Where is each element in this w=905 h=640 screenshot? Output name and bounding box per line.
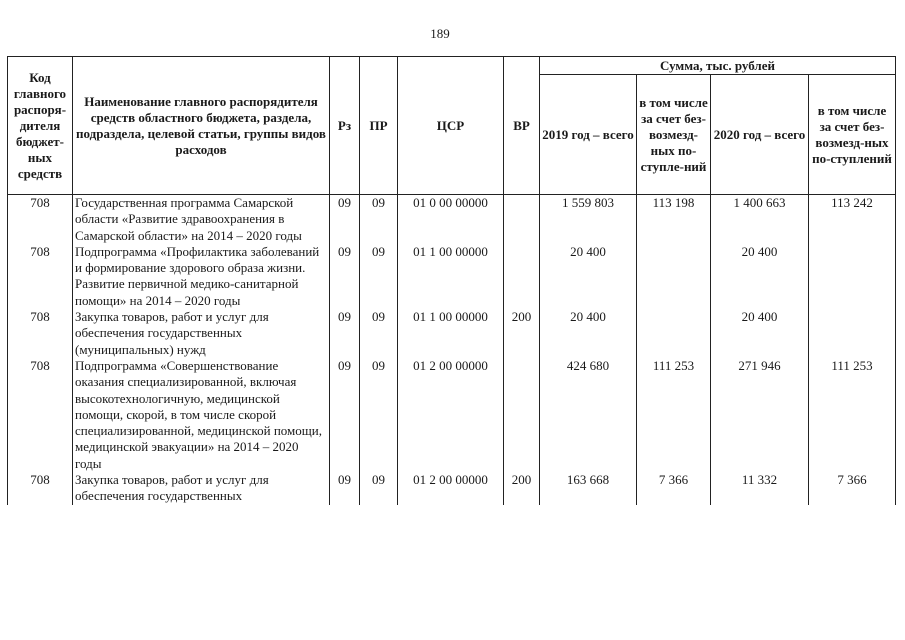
cell-2019-free [637, 244, 711, 309]
cell-name: Закупка товаров, работ и услуг для обеспечения государственных [73, 472, 330, 505]
header-csr: ЦСР [398, 57, 504, 195]
header-2019-total: 2019 год – всего [540, 75, 637, 195]
cell-pr: 09 [360, 195, 398, 244]
header-code: Код главного распоря-дителя бюджет-ных средств [8, 57, 73, 195]
cell-vr [504, 195, 540, 244]
cell-2020-total: 271 946 [711, 358, 809, 472]
cell-2019-total: 424 680 [540, 358, 637, 472]
cell-name: Подпрограмма «Профилактика заболеваний и формирование здорового образа жизни. Развитие первичной медико-санитарной помощи» на 2014 – 2020 годы [73, 244, 330, 309]
cell-2019-total: 20 400 [540, 244, 637, 309]
cell-rz: 09 [330, 195, 360, 244]
cell-vr: 200 [504, 472, 540, 505]
cell-2019-free: 7 366 [637, 472, 711, 505]
header-vr: ВР [504, 57, 540, 195]
cell-name: Закупка товаров, работ и услуг для обеспечения государственных (муниципальных) нужд [73, 309, 330, 358]
cell-code: 708 [8, 358, 73, 472]
cell-2019-free [637, 309, 711, 358]
cell-2020-total: 20 400 [711, 244, 809, 309]
table-row [8, 472, 896, 505]
cell-vr: 200 [504, 309, 540, 358]
cell-csr: 01 0 00 00000 [398, 195, 504, 244]
header-sum-group: Сумма, тыс. рублей [540, 57, 896, 75]
cell-csr: 01 2 00 00000 [398, 358, 504, 472]
cell-2019-total: 20 400 [540, 309, 637, 358]
cell-code: 708 [8, 244, 73, 309]
cell-2020-free [809, 309, 896, 358]
cell-vr [504, 358, 540, 472]
cell-2019-free: 111 253 [637, 358, 711, 472]
cell-2020-free: 113 242 [809, 195, 896, 244]
cell-code: 708 [8, 472, 73, 505]
cell-code: 708 [8, 309, 73, 358]
table-row [8, 309, 896, 358]
cell-rz: 09 [330, 358, 360, 472]
cell-pr: 09 [360, 309, 398, 358]
header-2020-free: в том числе за счет без-возмезд-ных по-ступлений [809, 75, 896, 195]
cell-2020-free [809, 244, 896, 309]
cell-2019-total: 163 668 [540, 472, 637, 505]
table-row [8, 358, 896, 472]
cell-csr: 01 2 00 00000 [398, 472, 504, 505]
cell-pr: 09 [360, 358, 398, 472]
cell-csr: 01 1 00 00000 [398, 244, 504, 309]
table-row [8, 195, 896, 244]
header-rz: Рз [330, 57, 360, 195]
cell-rz: 09 [330, 472, 360, 505]
budget-table [7, 56, 896, 505]
cell-vr [504, 244, 540, 309]
header-2020-total: 2020 год – всего [711, 75, 809, 195]
cell-rz: 09 [330, 309, 360, 358]
page-number: 189 [430, 26, 450, 41]
cell-2020-free: 111 253 [809, 358, 896, 472]
cell-csr: 01 1 00 00000 [398, 309, 504, 358]
cell-name: Государственная программа Самарской области «Развитие здравоохранения в Самарской области» на 2014 – 2020 годы [73, 195, 330, 244]
cell-2019-total: 1 559 803 [540, 195, 637, 244]
header-2019-free: в том числе за счет без-возмезд-ных по-ступле-ний [637, 75, 711, 195]
table-row [8, 244, 896, 309]
cell-rz: 09 [330, 244, 360, 309]
cell-pr: 09 [360, 244, 398, 309]
cell-name: Подпрограмма «Совершенствование оказания специализированной, включая высокотехнологичную, медицинской помощи, скорой, в том числе скорой специализированной, медицинской помощи, медицинской эвакуации» на 2014 – 2020 годы [73, 358, 330, 472]
cell-pr: 09 [360, 472, 398, 505]
cell-2020-free: 7 366 [809, 472, 896, 505]
cell-2020-total: 11 332 [711, 472, 809, 505]
cell-2020-total: 20 400 [711, 309, 809, 358]
header-pr: ПР [360, 57, 398, 195]
cell-code: 708 [8, 195, 73, 244]
header-name: Наименование главного распорядителя средств областного бюджета, раздела, подраздела, целевой статьи, группы видов расходов [73, 57, 330, 195]
cell-2020-total: 1 400 663 [711, 195, 809, 244]
cell-2019-free: 113 198 [637, 195, 711, 244]
